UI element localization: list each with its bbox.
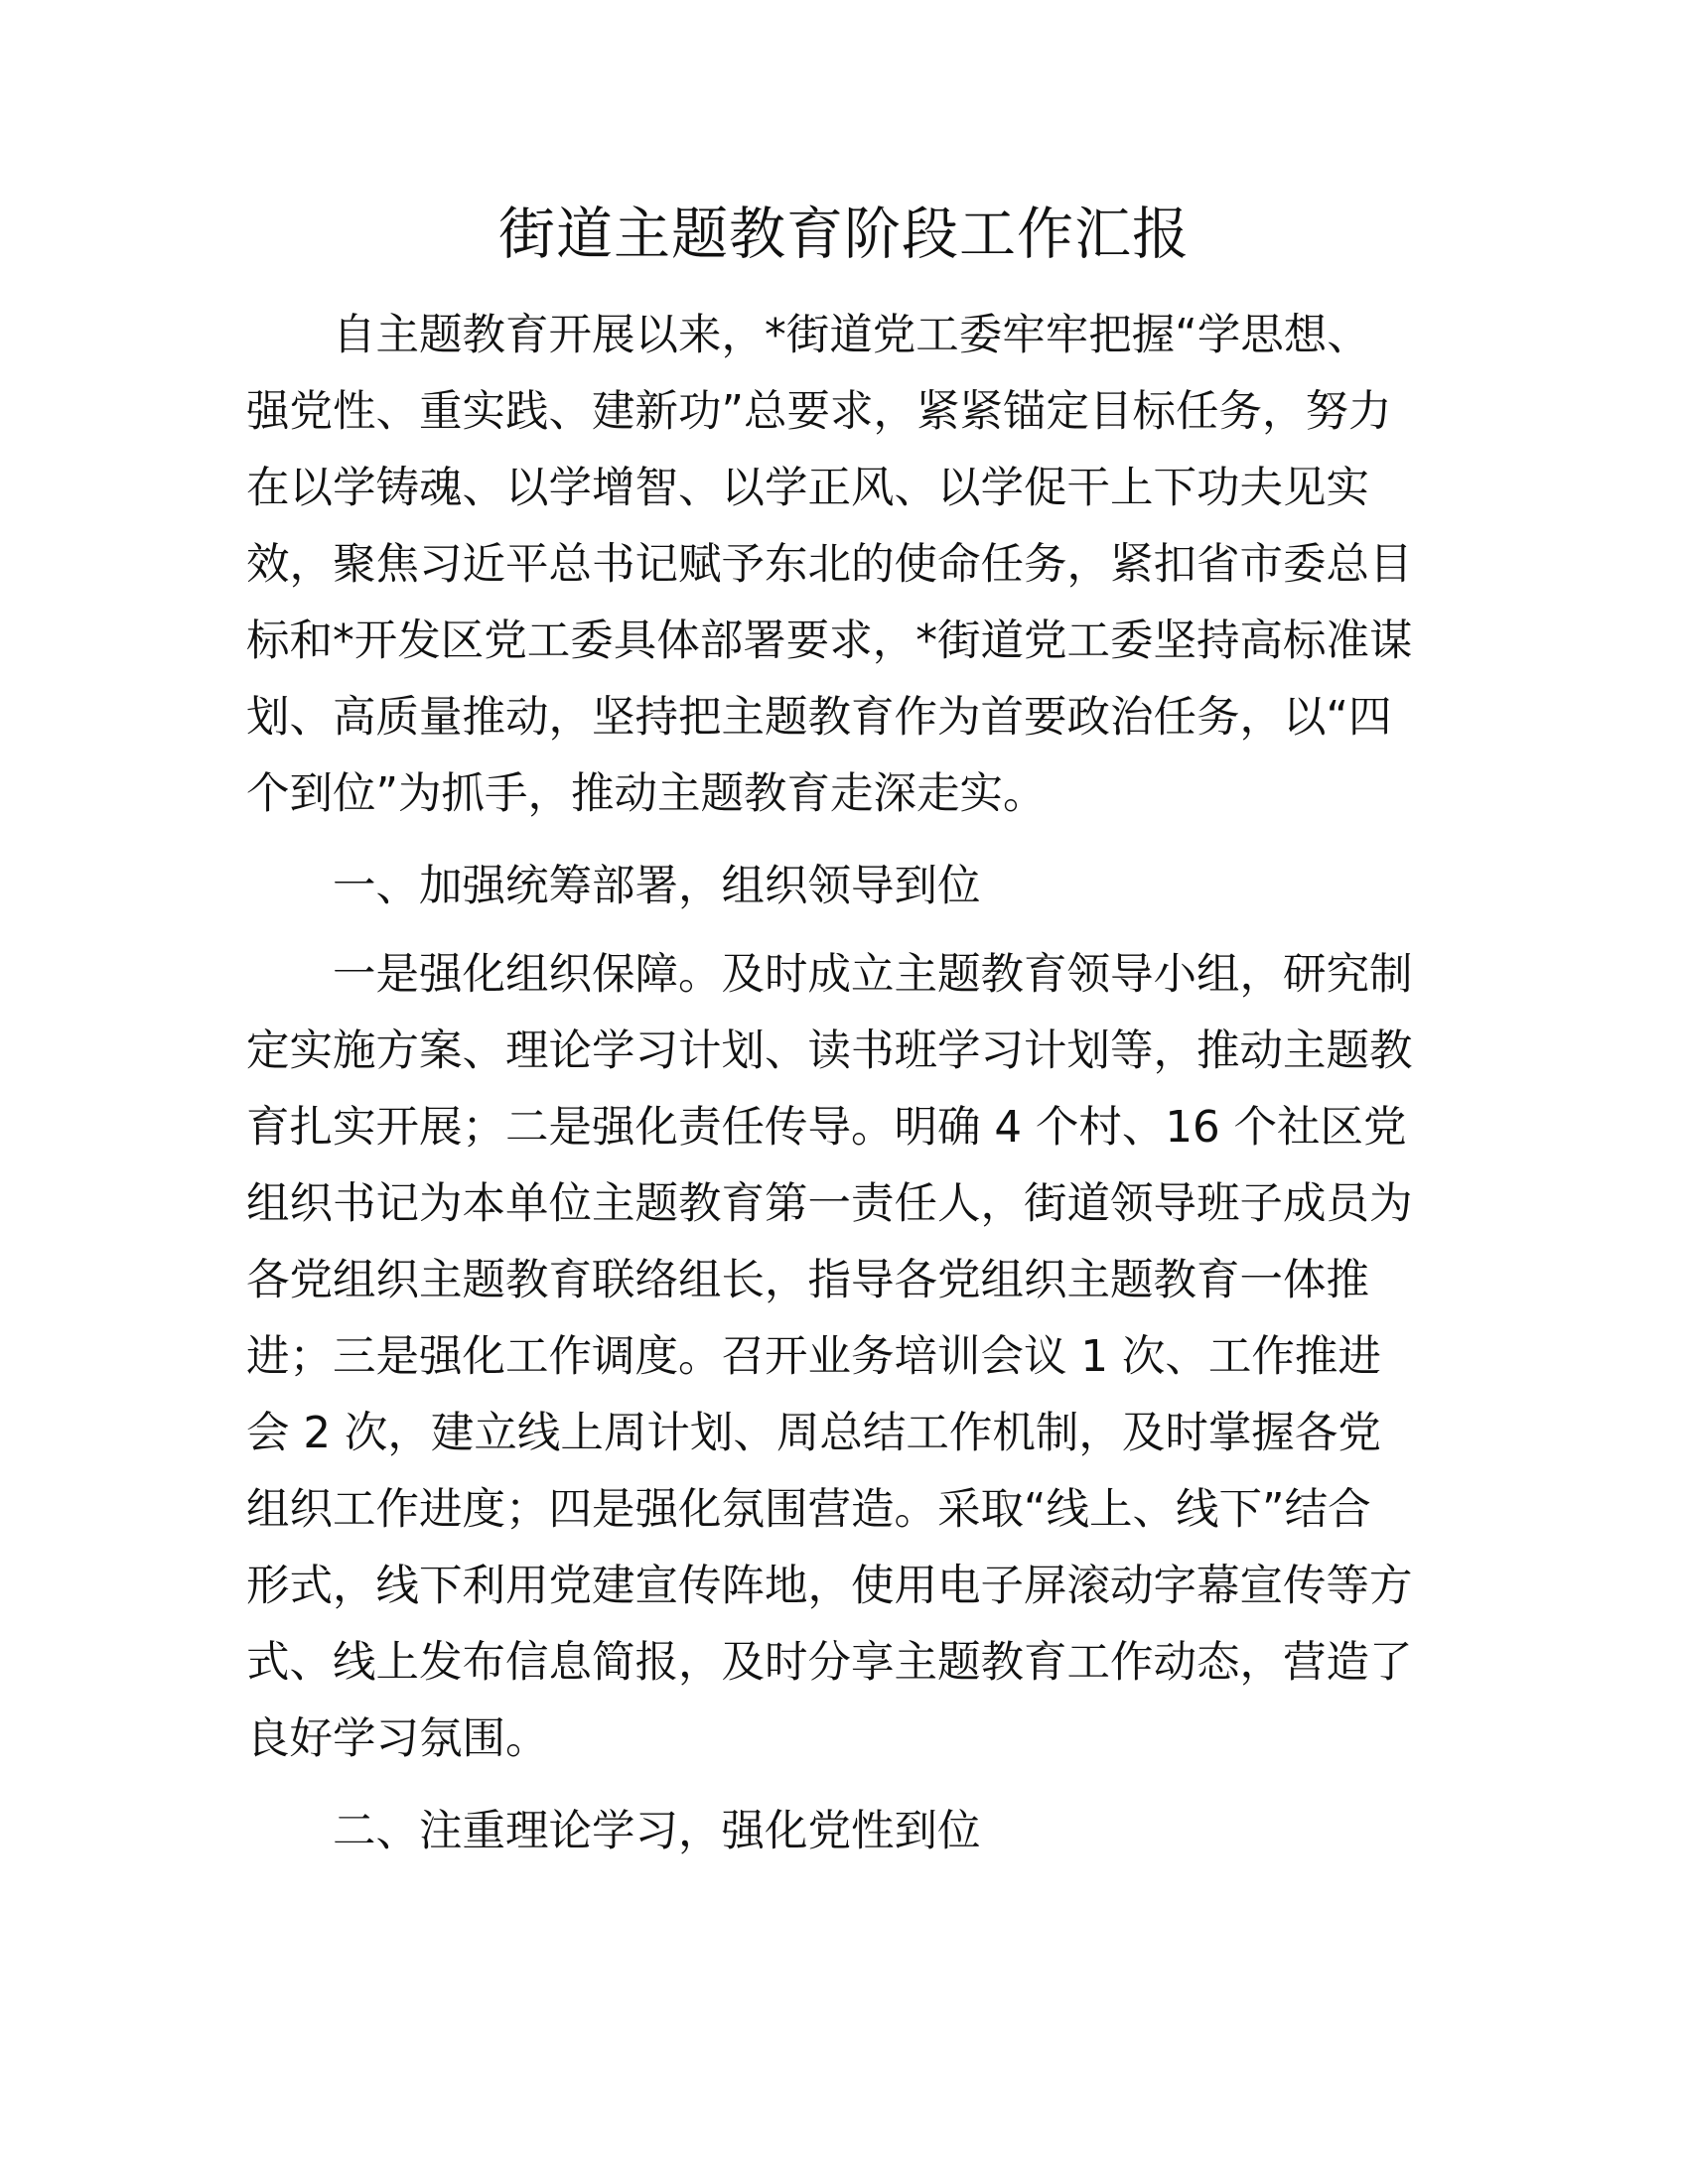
document-title: 街道主题教育阶段工作汇报 bbox=[498, 202, 1190, 267]
document-body bbox=[246, 298, 1443, 1882]
section-1-paragraph: 一是强化组织保障。及时成立主题教育领导小组，研究制 定实施方案、理论学习计划、读书班学习计划等，推动主题教 育扎实开展；二是强化责任传导。明确 4 个村、16 个社区党 组织书记为本单位主题教育第一责任人，街道领导班子成员为 各党组织主题教育联络组长，指导各党组织主题教育一体推 进；三是强化工作调度。召开业务培训会议 1 次、工作推进 会 2 次，建立线上周计划、周总结工作机制，及时掌握各党 组织工作进度；四是强化氛围营造。采取“线上、线下”结合 形式，线下利用党建宣传阵地，使用电子屏滚动字幕宣传等方 式、线上发布信息简报，及时分享主题教育工作动态，营造了 良好学习氛围。 bbox=[246, 950, 1413, 1764]
intro-paragraph: 自主题教育开展以来，*街道党工委牢牢把握“学思想、 强党性、重实践、建新功”总要求，紧紧锚定目标任务，努力 在以学铸魂、以学增智、以学正风、以学促干上下功夫见实 效，聚焦习近平总书记赋予东北的使命任务，紧扣省市委总目 标和*开发区党工委具体部署要求，*街道党工委坚持高标准谋 划、高质量推动，坚持把主题教育作为首要政治任务，以“四 个到位”为抓手，推动主题教育走深走实。 bbox=[246, 311, 1413, 819]
section-heading-1: 一、加强统筹部署，组织领导到位 bbox=[333, 862, 981, 911]
section-heading-2: 二、注重理论学习，强化党性到位 bbox=[333, 1807, 981, 1856]
